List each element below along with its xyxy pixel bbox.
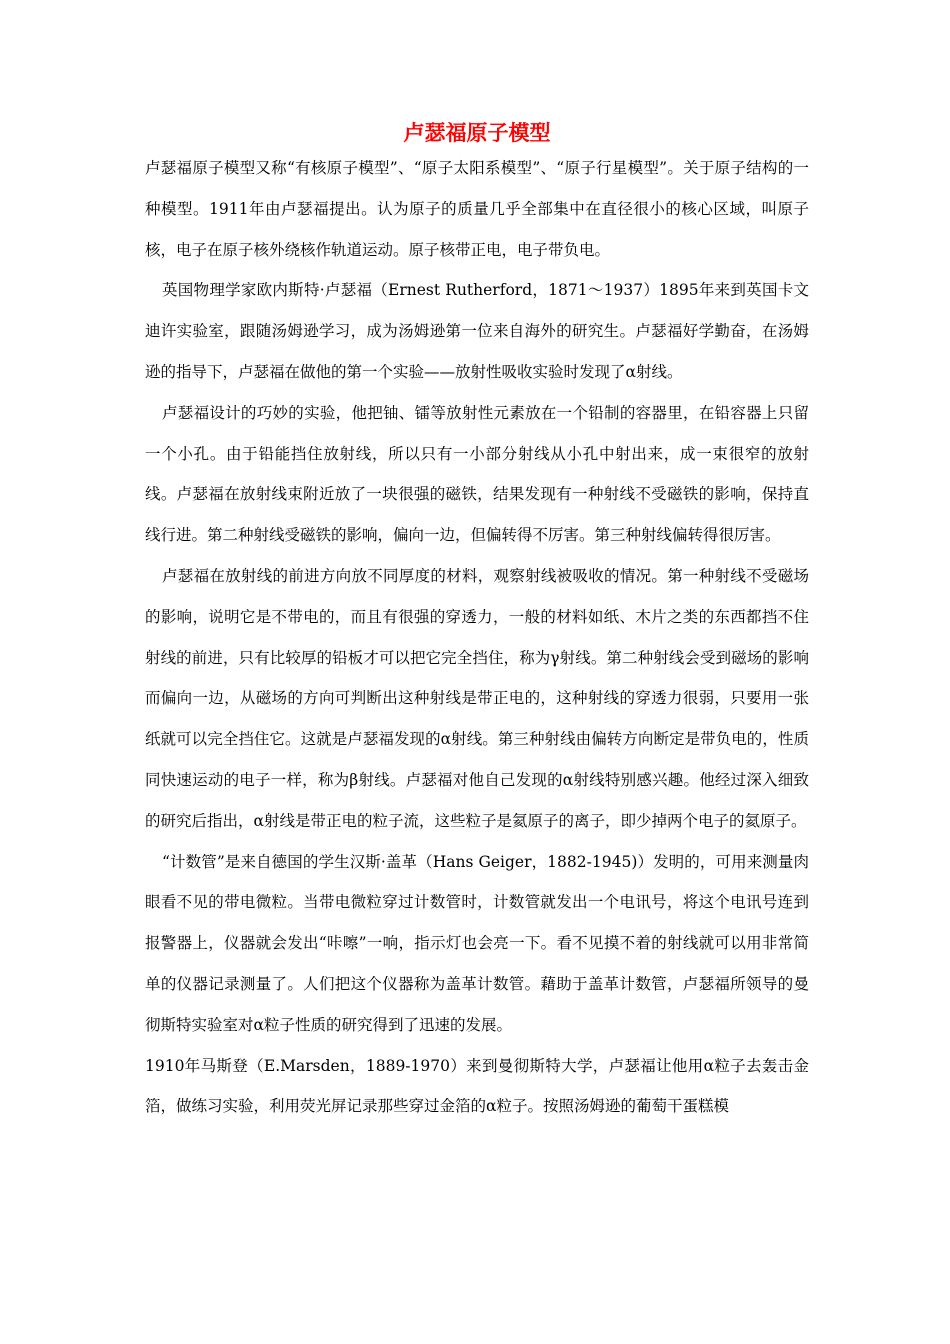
document-page <box>145 118 809 1127</box>
paragraph-intro: 卢瑟福原子模型又称“有核原子模型”、“原子太阳系模型”、“原子行星模型”。关于原子结构的一种模型。1911年由卢瑟福提出。认为原子的质量几乎全部集中在直径很小的核心区域，叫原子核，电子在原子核外绕核作轨道运动。原子核带正电，电子带负电。 <box>145 159 809 259</box>
paragraph-marsden: 1910年马斯登（E.Marsden，1889-1970）来到曼彻斯特大学，卢瑟福让他用α粒子去轰击金箔，做练习实验，利用荧光屏记录那些穿过金箔的α粒子。按照汤姆逊的葡萄干蛋糕模 <box>145 1056 809 1116</box>
paragraph-rutherford-bio: 英国物理学家欧内斯特·卢瑟福（Ernest Rutherford，1871～1937）1895年来到英国卡文迪许实验室，跟随汤姆逊学习，成为汤姆逊第一位来自海外的研究生。卢瑟福好学勤奋，在汤姆逊的指导下，卢瑟福在做他的第一个实验——放射性吸收实验时发现了α射线。 <box>145 281 809 381</box>
paragraph-ray-types: 卢瑟福在放射线的前进方向放不同厚度的材料，观察射线被吸收的情况。第一种射线不受磁场的影响，说明它是不带电的，而且有很强的穿透力，一般的材料如纸、木片之类的东西都挡不住射线的前进，只有比较厚的铅板才可以把它完全挡住，称为γ射线。第二种射线会受到磁场的影响而偏向一边，从磁场的方向可判断出这种射线是带正电的，这种射线的穿透力很弱，只要用一张纸就可以完全挡住它。这就是卢瑟福发现的α射线。第三种射线由偏转方向断定是带负电的，性质同快速运动的电子一样，称为β射线。卢瑟福对他自己发现的α射线特别感兴趣。他经过深入细致的研究后指出，α射线是带正电的粒子流，这些粒子是氦原子的离子，即少掉两个电子的氦原子。 <box>145 566 809 830</box>
document-title: 卢瑟福原子模型 <box>403 121 551 145</box>
paragraph-magnet-experiment: 卢瑟福设计的巧妙的实验，他把铀、镭等放射性元素放在一个铅制的容器里，在铅容器上只留一个小孔。由于铅能挡住放射线，所以只有一小部分射线从小孔中射出来，成一束很窄的放射线。卢瑟福在放射线束附近放了一块很强的磁铁，结果发现有一种射线不受磁铁的影响，保持直线行进。第二种射线受磁铁的影响，偏向一边，但偏转得不厉害。第三种射线偏转得很厉害。 <box>145 403 809 545</box>
paragraph-geiger-counter: “计数管”是来自德国的学生汉斯·盖革（Hans Geiger，1882-1945)）发明的，可用来测量肉眼看不见的带电微粒。当带电微粒穿过计数管时，计数管就发出一个电讯号，将这个电讯号连到报警器上，仪器就会发出“咔嚓”一响，指示灯也会亮一下。看不见摸不着的射线就可以用非常简单的仪器记录测量了。人们把这个仪器称为盖革计数管。藉助于盖革计数管，卢瑟福所领导的曼彻斯特实验室对α粒子性质的研究得到了迅速的发展。 <box>145 852 809 1034</box>
